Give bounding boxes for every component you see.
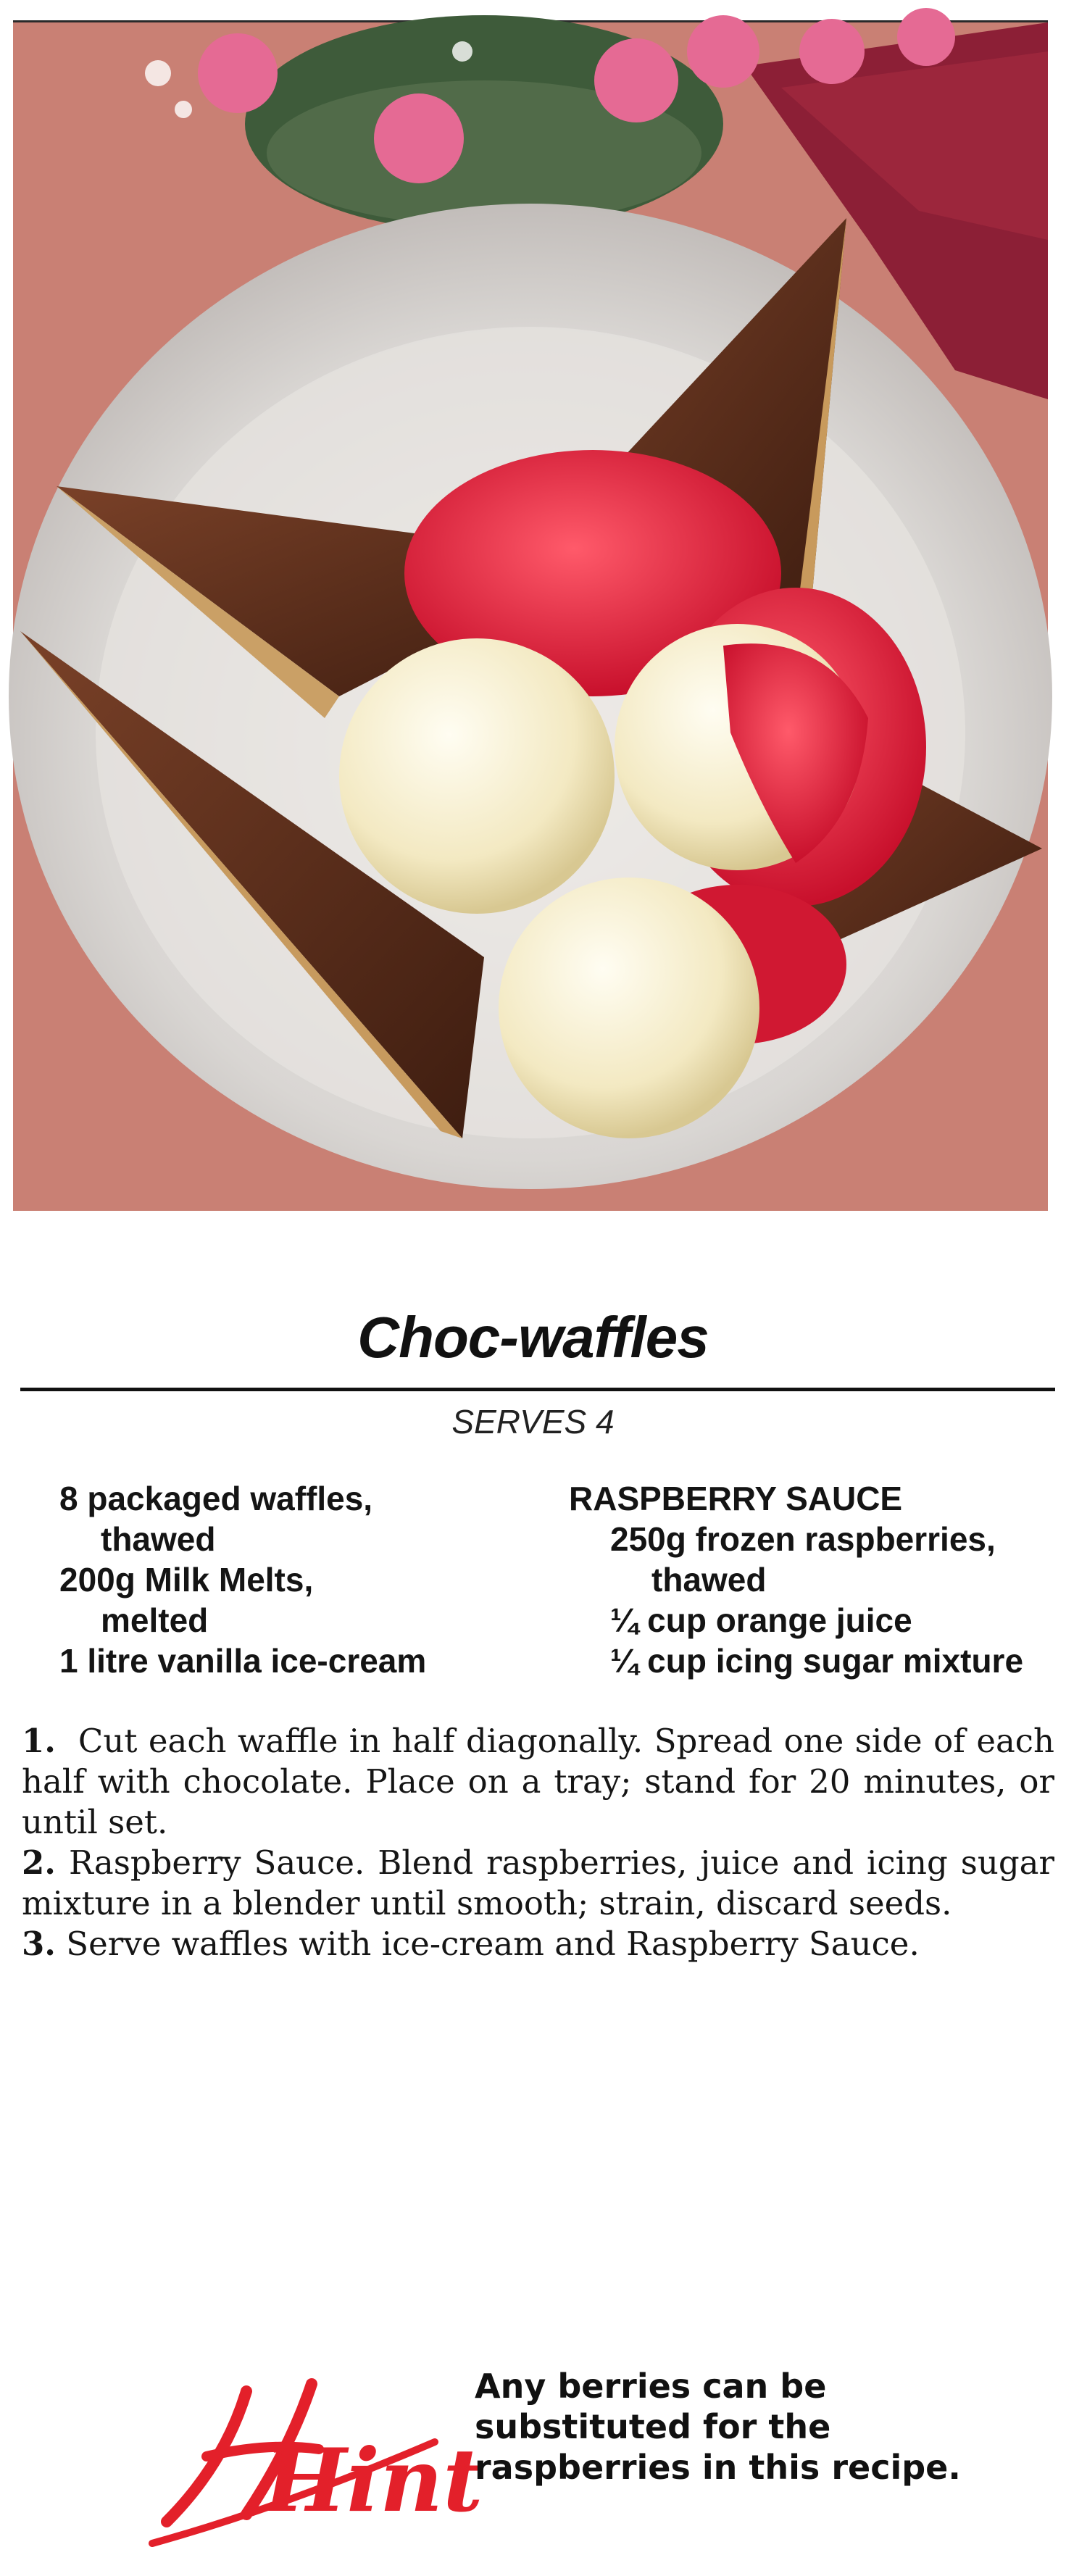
- hint-logo: [138, 2362, 483, 2551]
- ingredient-line: 8 packaged waffles,: [59, 1480, 373, 1517]
- step-number: 1.: [22, 1722, 56, 1760]
- ingredient-line: 250g frozen raspberries,: [610, 1520, 996, 1558]
- method-step: [22, 1721, 1054, 1843]
- ingredients-list-right: [569, 1478, 1023, 1681]
- step-text: Serve waffles with ice-cream and Raspberry Sauce.: [66, 1925, 920, 1963]
- ingredients-list-left: [59, 1478, 426, 1681]
- ingredient-line: 200g Milk Melts,: [59, 1561, 314, 1598]
- sauce-heading: RASPBERRY SAUCE: [569, 1480, 903, 1517]
- ingredient-line: ¼ cup orange juice: [610, 1601, 912, 1639]
- ingredient-line: thawed: [651, 1561, 767, 1598]
- method-step: [22, 1843, 1054, 1924]
- ingredient-line: melted: [101, 1601, 209, 1639]
- ingredient-line: ¼ cup icing sugar mixture: [610, 1642, 1024, 1680]
- serves-label: SERVES 4: [451, 1403, 615, 1441]
- hint-text: Any berries can be substituted for the raspberries in this recipe.: [475, 2367, 961, 2487]
- method-step: [22, 1924, 1054, 1964]
- step-text: Raspberry Sauce. Blend raspberries, juice and icing sugar mixture in a blender until smooth; strain, discard seeds.: [22, 1843, 1054, 1922]
- title-divider: [20, 1388, 1055, 1391]
- method-steps: [22, 1721, 1054, 1964]
- hint-logo-word: Hint: [265, 2430, 483, 2532]
- step-number: 2.: [22, 1843, 56, 1882]
- ingredient-line: 1 litre vanilla ice-cream: [59, 1642, 427, 1680]
- dessert-illustration: [13, 22, 1048, 1211]
- ingredient-line: thawed: [101, 1520, 216, 1558]
- step-number: 3.: [22, 1925, 56, 1963]
- step-text: Cut each waffle in half diagonally. Spread one side of each half with chocolate. Place on a tray; stand for 20 minutes, or until set.: [22, 1722, 1054, 1841]
- recipe-title: Choc-waffles: [357, 1305, 709, 1370]
- recipe-photo: [13, 20, 1048, 1211]
